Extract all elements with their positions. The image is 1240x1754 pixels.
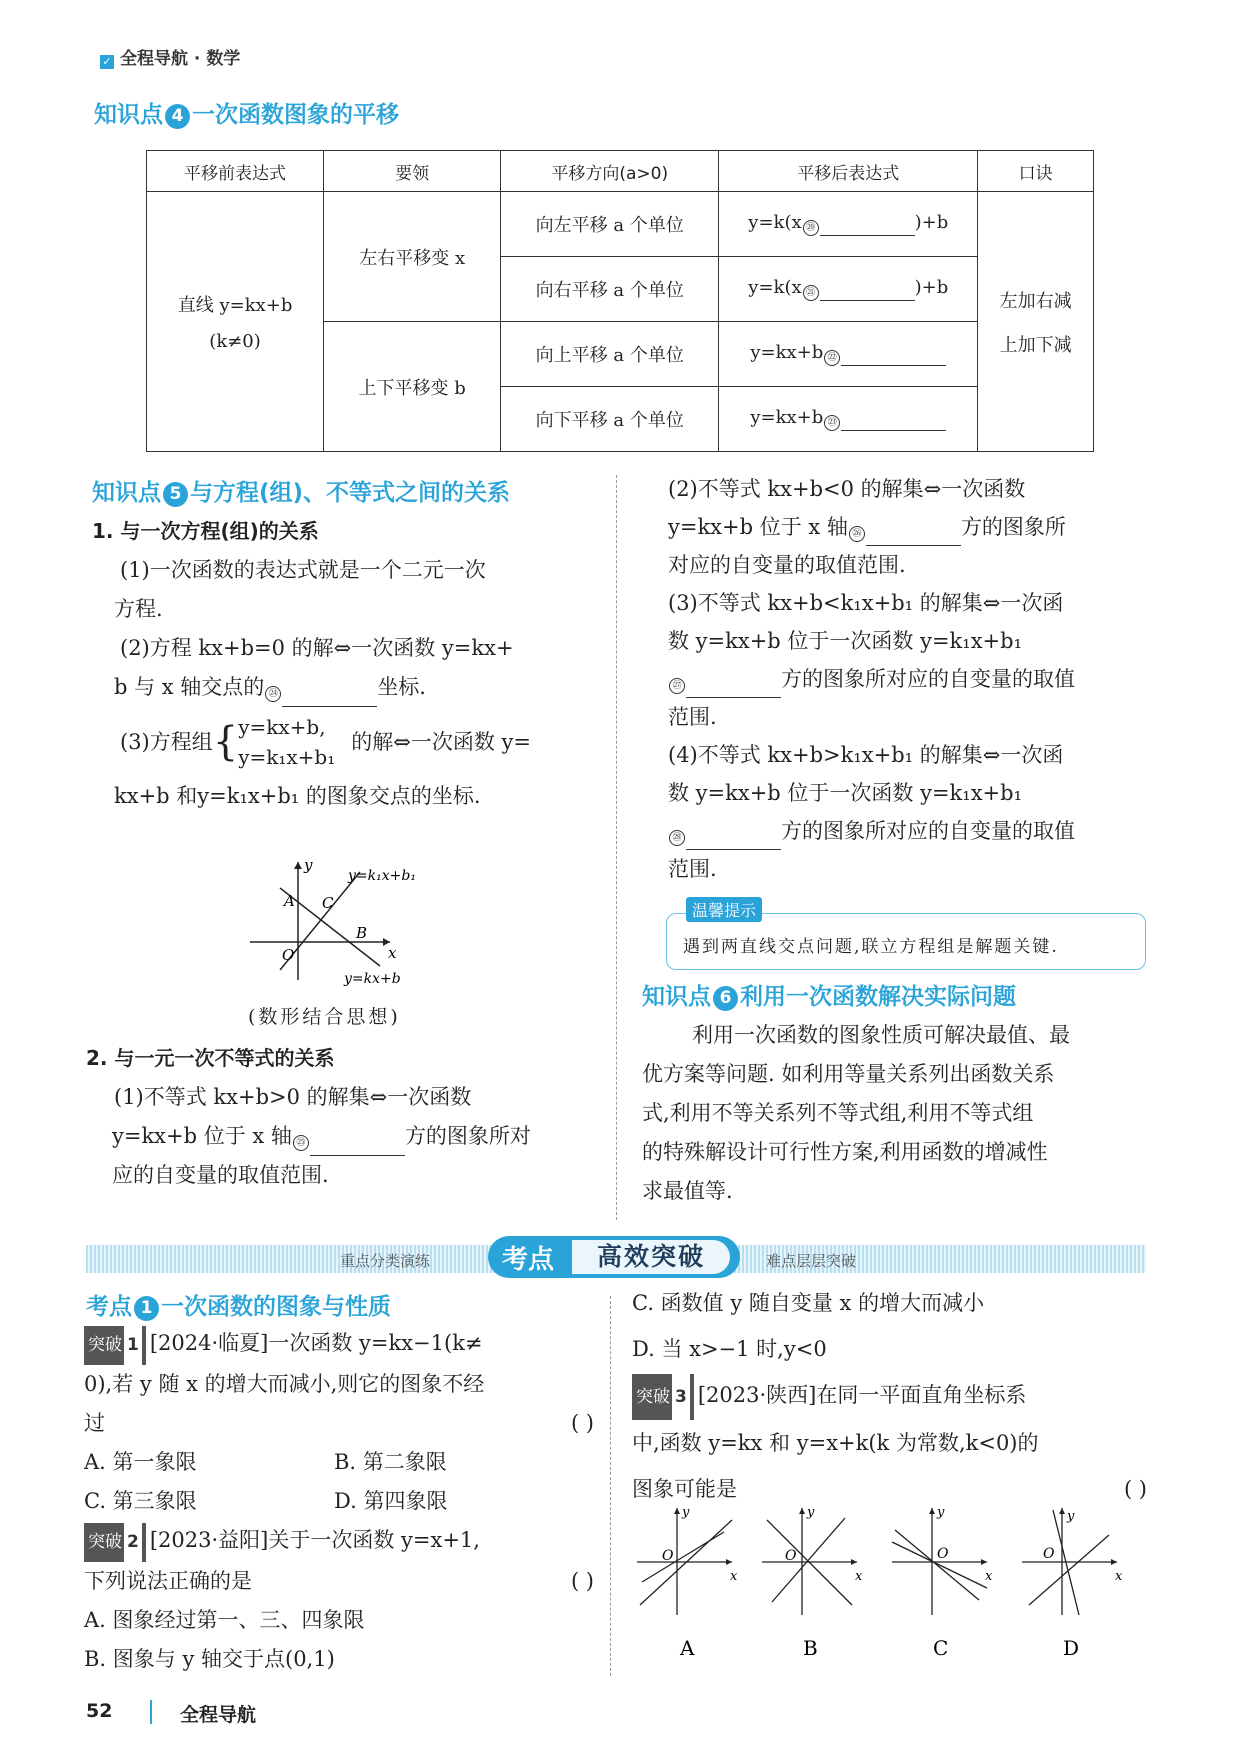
kp4-number: 4 <box>165 104 190 129</box>
p2-answer-paren: ( ) <box>570 1569 594 1593</box>
ineq-1a: (1)不等式 kx+b>0 的解集⇔一次函数 <box>114 1085 472 1109</box>
kp6-prefix: 知识点 <box>642 984 711 1010</box>
line-cond: (k≠0) <box>209 331 261 352</box>
ineq-4a: (4)不等式 kx+b>k₁x+b₁ 的解集⇔一次函 <box>668 743 1064 767</box>
ineq-3d: 范围. <box>668 705 717 729</box>
kd1-prefix: 考点 <box>86 1294 132 1320</box>
p2-option-d: D. 当 x>−1 时,y<0 <box>632 1337 827 1361</box>
svg-text:O: O <box>1043 1546 1055 1562</box>
th-after: 平移后表达式 <box>719 151 978 192</box>
p1-option-b: B. 第二象限 <box>334 1450 447 1474</box>
kp5-prefix: 知识点 <box>92 480 161 506</box>
svg-text:x: x <box>855 1569 863 1584</box>
section-1-heading: 1. 与一次方程(组)的关系 <box>92 519 319 543</box>
th-direction: 平移方向(a>0) <box>501 151 719 192</box>
right-column <box>668 470 1148 888</box>
fig-y-label: y <box>304 858 313 874</box>
kp6-number: 6 <box>713 986 738 1011</box>
cell-rhyme <box>978 192 1094 452</box>
svg-text:O: O <box>662 1548 674 1564</box>
svg-text:O: O <box>785 1548 797 1564</box>
tip-label: 温馨提示 <box>686 897 762 922</box>
intersection-figure <box>240 858 460 986</box>
fig-x-label: x <box>388 944 397 962</box>
p1-line-1: 突破 1 [2024·临夏]一次函数 y=kx−1(k≠ <box>84 1324 594 1365</box>
cell-expr-up: y=kx+b ㉒ <box>719 322 978 387</box>
cell-ud: 上下平移变 b <box>324 322 501 452</box>
kp6-line-1: 利用一次函数的图象性质可解决最值、最 <box>692 1023 1070 1047</box>
banner-left-text: 重点分类演练 <box>340 1252 431 1270</box>
banner-title-right: 高效突破 <box>572 1240 730 1274</box>
kp5-number: 5 <box>163 482 188 507</box>
ineq-2c: 对应的自变量的取值范围. <box>668 553 906 577</box>
p1-line-2: 0),若 y 随 x 的增大而减小,则它的图象不经 <box>84 1372 485 1396</box>
graph-d-label: D <box>1063 1636 1080 1660</box>
th-before: 平移前表达式 <box>147 151 324 192</box>
problems-right <box>632 1280 1147 1512</box>
cell-lr: 左右平移变 x <box>324 192 501 322</box>
kp4-heading <box>94 96 399 129</box>
cell-dir-up: 向上平移 a 个单位 <box>501 322 719 387</box>
ineq-2a: (2)不等式 kx+b<0 的解集⇔一次函数 <box>668 477 1026 501</box>
cell-dir-right: 向右平移 a 个单位 <box>501 257 719 322</box>
kd1-number: 1 <box>134 1296 159 1321</box>
svg-text:y: y <box>937 1505 945 1520</box>
graph-b-label: B <box>803 1636 818 1660</box>
column-divider-2 <box>610 1296 611 1676</box>
check-icon: ✓ <box>100 55 114 69</box>
problems-left <box>84 1324 594 1679</box>
svg-text:y: y <box>807 1505 815 1520</box>
banner-title <box>488 1236 740 1278</box>
kd1-heading <box>86 1288 391 1321</box>
p3-line-3: 图象可能是 ( ) <box>632 1466 1147 1512</box>
svg-text:x: x <box>985 1569 993 1584</box>
banner-right-text: 难点层层突破 <box>766 1252 857 1270</box>
kp4-prefix: 知识点 <box>94 102 163 128</box>
kp5-heading <box>92 474 510 507</box>
graph-a-label: A <box>680 1636 695 1660</box>
option-graphs <box>632 1500 1142 1670</box>
ineq-1c: 应的自变量的取值范围. <box>112 1163 329 1187</box>
p1-line-3: 过 ( ) <box>84 1404 594 1443</box>
graph-b <box>762 1505 863 1660</box>
p3-tag: 突破 3 <box>632 1374 694 1420</box>
ineq-4b: 数 y=kx+b 位于一次函数 y=k₁x+b₁ <box>668 781 1022 805</box>
p1-answer-paren: ( ) <box>570 1411 594 1435</box>
p1-tag: 突破 1 <box>84 1326 146 1365</box>
kp6-line-3: 式,利用不等关系列不等式组,利用不等式组 <box>642 1101 1034 1125</box>
p2-tag: 突破 2 <box>84 1523 146 1562</box>
fig-line-1-label: y=k₁x+b₁ <box>348 868 416 884</box>
p2-option-b: B. 图象与 y 轴交于点(0,1) <box>84 1647 335 1671</box>
svg-text:x: x <box>1115 1569 1123 1584</box>
kp4-title: 一次函数图象的平移 <box>192 102 399 128</box>
rhyme-2: 上加下减 <box>999 334 1072 356</box>
ineq-1b: y=kx+b 位于 x 轴 ㉕ 方的图象所对 <box>86 1117 606 1156</box>
running-header <box>100 44 240 69</box>
cell-expr-right: y=k(x ㉑ )+b <box>719 257 978 322</box>
fig-point-a: A <box>284 892 295 910</box>
p1-options-ab <box>84 1443 594 1482</box>
rhyme-1: 左加右减 <box>999 290 1072 312</box>
para-1a: (1)一次函数的表达式就是一个二元一次 <box>120 558 486 582</box>
fig-point-c: C <box>322 894 334 912</box>
kp6-line-2: 优方案等问题. 如利用等量关系列出函数关系 <box>642 1062 1055 1086</box>
brace-icon: { <box>212 719 239 765</box>
left-column <box>92 512 600 816</box>
section-2-heading: 2. 与一元一次不等式的关系 <box>86 1046 335 1070</box>
graph-c-label: C <box>933 1636 949 1660</box>
kp6-line-4: 的特殊解设计可行性方案,利用函数的增减性 <box>642 1140 1048 1164</box>
p3-line-2: 中,函数 y=kx 和 y=x+k(k 为常数,k<0)的 <box>632 1431 1039 1455</box>
fig-origin-label: O <box>282 946 295 964</box>
cell-line <box>147 192 324 452</box>
cell-expr-left: y=k(x ⑳ )+b <box>719 192 978 257</box>
ineq-2b: y=kx+b 位于 x 轴 ㉖ 方的图象所 <box>668 508 1148 546</box>
footer-divider <box>150 1700 152 1724</box>
line-expr: 直线 y=kx+b <box>177 295 293 316</box>
graph-d <box>1022 1508 1123 1660</box>
p1-option-c: C. 第三象限 <box>84 1489 197 1513</box>
p3-answer-paren: ( ) <box>1123 1477 1147 1501</box>
svg-text:O: O <box>937 1546 949 1562</box>
ineq-3b: 数 y=kx+b 位于一次函数 y=k₁x+b₁ <box>668 629 1022 653</box>
ineq-3a: (3)不等式 kx+b<k₁x+b₁ 的解集⇔一次函 <box>668 591 1064 615</box>
page-number: 52 <box>86 1700 113 1722</box>
subject-name: 数学 <box>206 49 241 69</box>
graph-c <box>892 1505 993 1660</box>
book-name: 全程导航 <box>120 49 188 69</box>
column-divider <box>616 475 617 1220</box>
figure-caption: (数形结合思想) <box>248 1006 401 1028</box>
banner-title-left: 考点 <box>502 1245 555 1275</box>
ineq-4d: 范围. <box>668 857 717 881</box>
para-1b: 方程. <box>114 597 163 621</box>
footer-title: 全程导航 <box>180 1704 257 1726</box>
svg-text:y: y <box>682 1505 690 1520</box>
p2-option-a: A. 图象经过第一、三、四象限 <box>84 1608 365 1632</box>
tip-text: 遇到两直线交点问题,联立方程组是解题关键. <box>683 937 1059 957</box>
para-3: (3)方程组 { y=kx+b, y=k₁x+b₁ 的解⇔一次函数 y= <box>92 707 600 777</box>
ineq-3c: ㉗ 方的图象所对应的自变量的取值 <box>668 660 1148 698</box>
svg-text:y: y <box>1067 1509 1075 1524</box>
p2-option-c: C. 函数值 y 随自变量 x 的增大而减小 <box>632 1291 985 1315</box>
kp6-body <box>642 1016 1152 1211</box>
ineq-4c: ㉘ 方的图象所对应的自变量的取值 <box>668 812 1148 850</box>
p3-line-1: 突破 3 [2023·陕西]在同一平面直角坐标系 <box>632 1372 1147 1420</box>
kp6-line-5: 求最值等. <box>642 1179 733 1203</box>
kp6-heading <box>642 978 1016 1011</box>
para-2a: (2)方程 kx+b=0 的解⇔一次函数 y=kx+ <box>120 636 514 660</box>
th-rhyme: 口诀 <box>978 151 1094 192</box>
cell-expr-down: y=kx+b ㉓ <box>719 387 978 452</box>
kd1-title: 一次函数的图象与性质 <box>161 1294 391 1320</box>
p2-line-1: 突破 2 [2023·益阳]关于一次函数 y=x+1, <box>84 1521 594 1562</box>
header-dot: · <box>193 49 201 69</box>
svg-text:x: x <box>730 1569 738 1584</box>
fig-point-b: B <box>356 924 368 942</box>
para-3b: kx+b 和y=k₁x+b₁ 的图象交点的坐标. <box>114 784 481 808</box>
p1-option-a: A. 第一象限 <box>84 1450 197 1474</box>
equation-system: y=kx+b, y=k₁x+b₁ <box>238 715 336 769</box>
kp6-title: 利用一次函数解决实际问题 <box>740 984 1016 1010</box>
left-column-2 <box>86 1039 606 1195</box>
p2-line-2: 下列说法正确的是 ( ) <box>84 1562 594 1601</box>
kp5-title: 与方程(组)、不等式之间的关系 <box>190 480 511 506</box>
cell-dir-down: 向下平移 a 个单位 <box>501 387 719 452</box>
translation-table <box>146 150 1094 452</box>
cell-dir-left: 向左平移 a 个单位 <box>501 192 719 257</box>
th-method: 要领 <box>324 151 501 192</box>
p1-option-d: D. 第四象限 <box>334 1489 448 1513</box>
fig-line-2-label: y=kx+b <box>344 971 401 986</box>
p1-options-cd <box>84 1482 594 1521</box>
graph-a <box>637 1505 738 1660</box>
para-2b: b 与 x 轴交点的 ㉔ 坐标. <box>92 668 600 707</box>
